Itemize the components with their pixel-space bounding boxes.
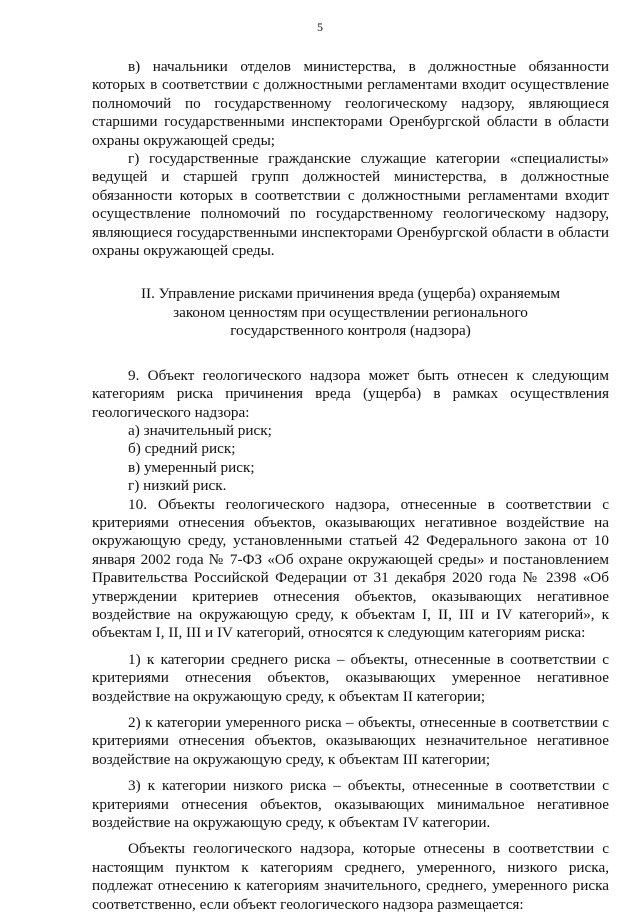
item-10-intro: 10. Объекты геологического надзора, отнесенные в соответствии с критериями отнесения объектов, оказывающих негативное воздействие на окружающую среду, установленными статьей 42 Федерального закона от 10 января 2002 года № 7-ФЗ «Об охране окружающей среды» и постановлением Правительства Российской Федерации от 31 декабря 2020 года № 2398 «Об утверждении критериев отнесения объектов, оказывающих негативное воздействие на окружающую среду, к объектам I, II, III и IV категорий», к объектам I, II, III и IV категорий, относятся к следующим категориям риска: [92,495,609,642]
item-10-closing: Объекты геологического надзора, которые отнесены в соответствии с настоящим пунктом к категориям среднего, умеренного, низкого риска, подлежат отнесению к категориям значительного, среднего, умеренного риска соответственно, если объект геологического надзора размещается: [92,840,609,913]
section-heading-line-3: государственного контроля (надзора) [230,322,471,340]
risk-medium: б) средний риск; [128,440,236,458]
item-10-sub-2: 2) к категории умеренного риска – объекты, отнесенные в соответствии с критериями отнесения объектов, оказывающих незначительное негативное воздействие на окружающую среду, к объектам III категории; [92,714,609,768]
section-heading [92,285,609,340]
section-heading-line-2: законом ценностям при осуществлении регионального [173,303,528,321]
risk-moderate: в) умеренный риск; [128,458,255,476]
paragraph-g-civil-servants: г) государственные гражданские служащие категории «специалисты» ведущей и старшей групп должностей министерства, в должностные обязанности которых в соответствии с должностными регламентами входит осуществление полномочий по государственному геологическому надзору, являющиеся государственными инспекторами Оренбургской области в области охраны окружающей среды. [92,150,609,260]
risk-low: г) низкий риск. [128,477,227,495]
item-9-intro: 9. Объект геологического надзора может быть отнесен к следующим категориям риска причинения вреда (ущерба) в рамках осуществления геологического надзора: [92,366,609,421]
risk-significant: а) значительный риск; [128,421,272,439]
item-10-sub-1: 1) к категории среднего риска – объекты, отнесенные в соответствии с критериями отнесения объектов, оказывающих умеренное негативное воздействие на окружающую среду, к объектам II категории; [92,650,609,705]
section-heading-line-1: II. Управление рисками причинения вреда (ущерба) охраняемым [140,285,561,303]
page-number: 5 [317,20,323,34]
item-10-sub-3: 3) к категории низкого риска – объекты, отнесенные в соответствии с критериями отнесения объектов, оказывающих минимальное негативное воздействие на окружающую среду, к объектам IV категории. [92,777,609,832]
document-body [92,58,609,914]
paragraph-v-heads-of-departments: в) начальники отделов министерства, в должностные обязанности которых в соответствии с должностными регламентами входит осуществление полномочий по государственному геологическому надзору, являющиеся старшими государственными инспекторами Оренбургской области в области охраны окружающей среды; [92,58,609,149]
